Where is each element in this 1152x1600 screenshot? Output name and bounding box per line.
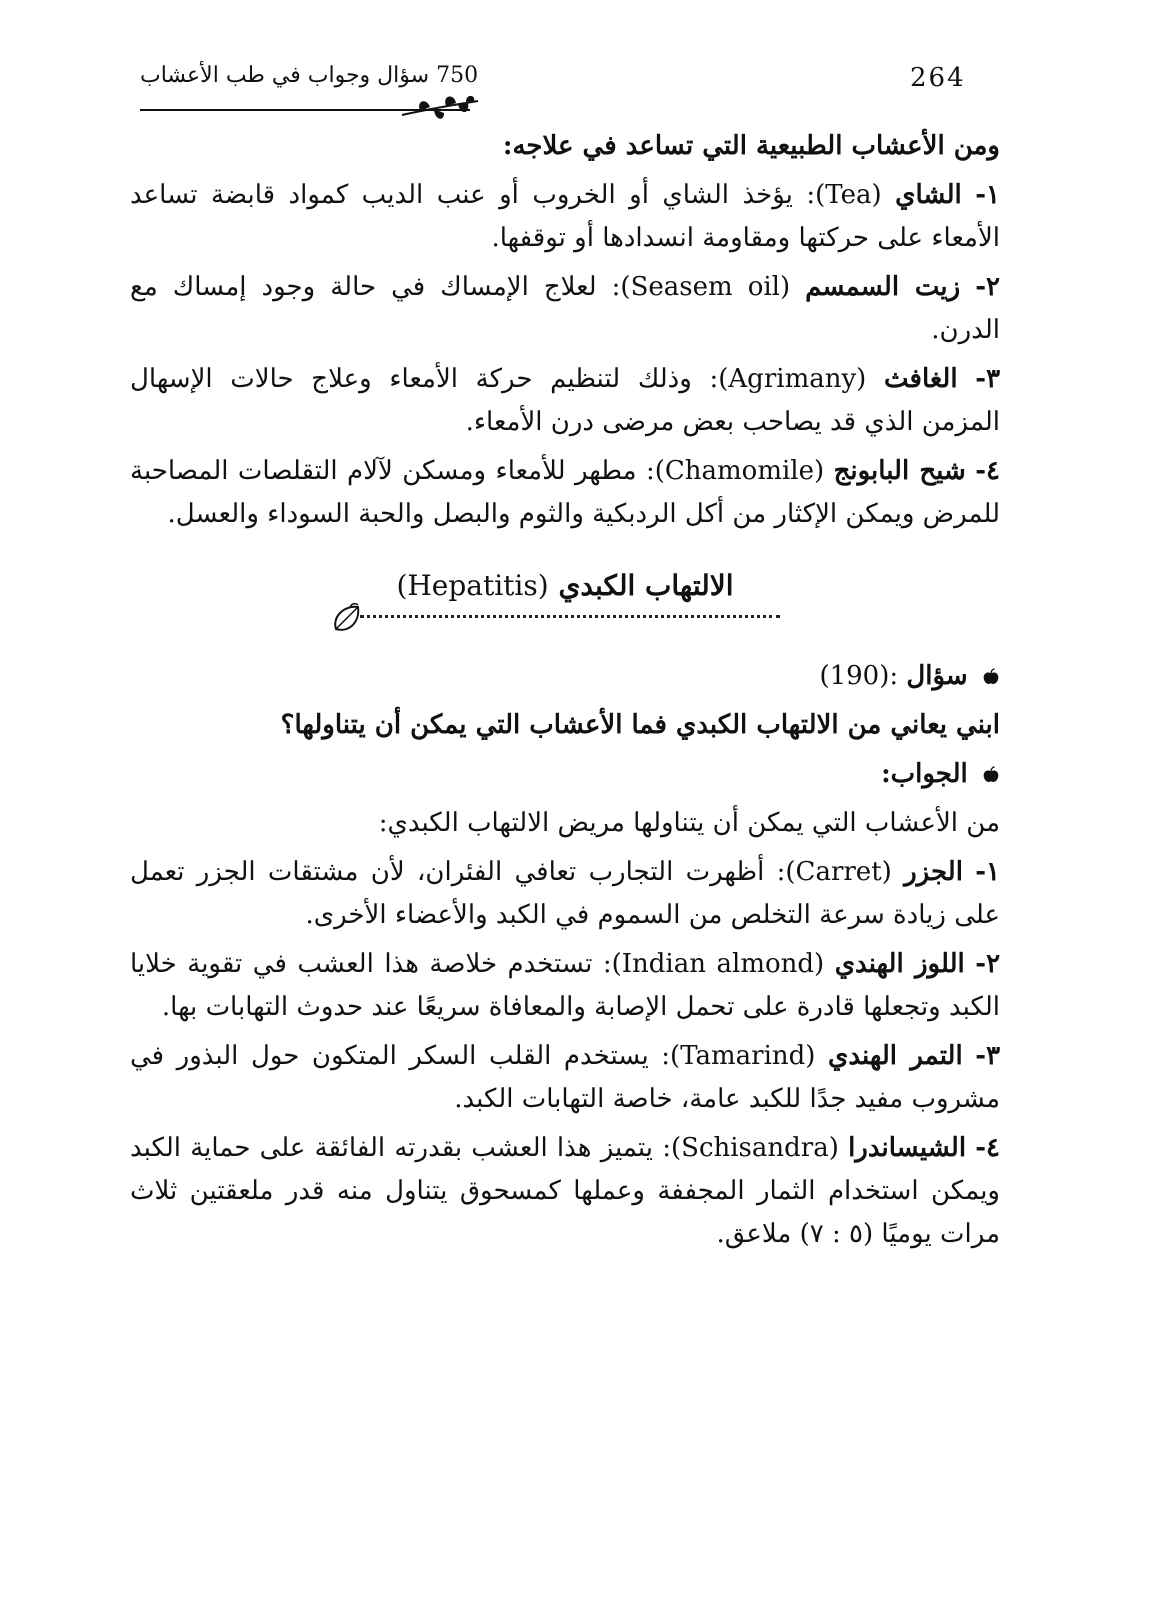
list-item <box>130 851 1000 937</box>
page-header <box>130 55 1000 125</box>
herb-name: الغافث <box>884 364 958 394</box>
herb-name: الشيساندرا <box>848 1133 967 1163</box>
item-text: : يؤخذ الشاي أو الخروب أو عنب الديب كمواد قابضة تساعد الأمعاء على حركتها ومقاومة انسدادها أو توقفها. <box>130 180 1000 253</box>
title-divider <box>130 609 1000 643</box>
list-item <box>130 450 1000 536</box>
item-text: : يستخدم القلب السكر المتكون حول البذور في مشروب مفيد جدًا للكبد عامة، خاصة التهابات الكبد. <box>130 1041 1000 1114</box>
item-number: ١- <box>975 180 1000 210</box>
apple-bullet-icon <box>982 766 1000 784</box>
leaf-icon <box>330 601 366 635</box>
item-text: : تستخدم خلاصة هذا العشب في تقوية خلايا الكبد وتجعلها قادرة على تحمل الإصابة والمعافاة سريعًا عند حدوث التهابات بها. <box>130 949 1000 1022</box>
answer-line <box>130 753 1000 796</box>
section-title-latin: (Hepatitis) <box>396 569 549 602</box>
herb-latin-name: (Tea) <box>815 180 882 210</box>
item-text: : مطهر للأمعاء ومسكن لآلام التقلصات المصاحبة للمرض ويمكن الإكثار من أكل الردبكية والثوم والبصل والحبة السوداء والعسل. <box>130 456 1000 529</box>
question-label: سؤال <box>906 661 968 691</box>
item-number: ٤- <box>975 1133 1001 1163</box>
herb-latin-name: (Carret) <box>785 857 892 887</box>
answer-intro: من الأعشاب التي يمكن أن يتناولها مريض الالتهاب الكبدي: <box>378 808 1000 838</box>
herb-latin-name: (Seasem oil) <box>620 272 791 302</box>
herb-latin-name: (Tamarind) <box>670 1041 816 1071</box>
list-item <box>130 1127 1000 1256</box>
list-item <box>130 1035 1000 1121</box>
list-item <box>130 266 1000 352</box>
herb-name: التمر الهندي <box>828 1041 963 1071</box>
section-intro: ومن الأعشاب الطبيعية التي تساعد في علاجه: <box>502 131 1000 161</box>
dotted-rule <box>360 615 780 618</box>
book-page <box>130 55 1000 1262</box>
section-title-arabic: الالتهاب الكبدي <box>558 569 734 602</box>
herb-latin-name: (Indian almond) <box>611 949 825 979</box>
herb-name: الشاي <box>895 180 962 210</box>
apple-bullet-icon <box>982 668 1000 686</box>
herb-name: شيح البابونج <box>833 456 966 486</box>
item-number: ١- <box>975 857 1001 887</box>
running-title: 750 سؤال وجواب في طب الأعشاب <box>140 63 479 88</box>
question-text: ابني يعاني من الالتهاب الكبدي فما الأعشاب التي يمكن أن يتناولها؟ <box>280 710 1000 740</box>
herb-name: زيت السمسم <box>805 272 961 302</box>
herb-name: الجزر <box>904 857 963 887</box>
page-body <box>130 125 1000 1256</box>
item-number: ٤- <box>975 456 1001 486</box>
list-item <box>130 358 1000 444</box>
item-number: ٣- <box>975 1041 1001 1071</box>
section-title <box>130 564 1000 607</box>
item-number: ٢- <box>975 272 1001 302</box>
list-item <box>130 943 1000 1029</box>
page-number: 264 <box>910 63 966 93</box>
leaf-branch-icon <box>400 93 480 129</box>
herb-latin-name: (Schisandra) <box>670 1133 839 1163</box>
item-text: : وذلك لتنظيم حركة الأمعاء وعلاج حالات الإسهال المزمن الذي قد يصاحب بعض مرضى درن الأمعاء. <box>130 364 1000 437</box>
herb-latin-name: (Chamomile) <box>654 456 825 486</box>
list-item <box>130 174 1000 260</box>
item-text: : لعلاج الإمساك في حالة وجود إمساك مع الدرن. <box>130 272 1000 345</box>
herb-name: اللوز الهندي <box>834 949 965 979</box>
item-number: ٢- <box>975 949 1001 979</box>
item-text: : يتميز هذا العشب بقدرته الفائقة على حماية الكبد ويمكن استخدام الثمار المجففة وعملها كمسحوق يتناول منه قدر ملعقتين ثلاث مرات يوميًا (٥ : ٧) ملاعق. <box>130 1133 1000 1249</box>
question-line <box>130 655 1000 698</box>
item-text: : أظهرت التجارب تعافي الفئران، لأن مشتقات الجزر تعمل على زيادة سرعة التخلص من السموم في الكبد والأعضاء الأخرى. <box>130 857 1000 930</box>
question-number: (190): <box>819 661 899 691</box>
answer-label: الجواب: <box>881 759 968 789</box>
herb-latin-name: (Agrimany) <box>718 364 867 394</box>
item-number: ٣- <box>975 364 1001 394</box>
